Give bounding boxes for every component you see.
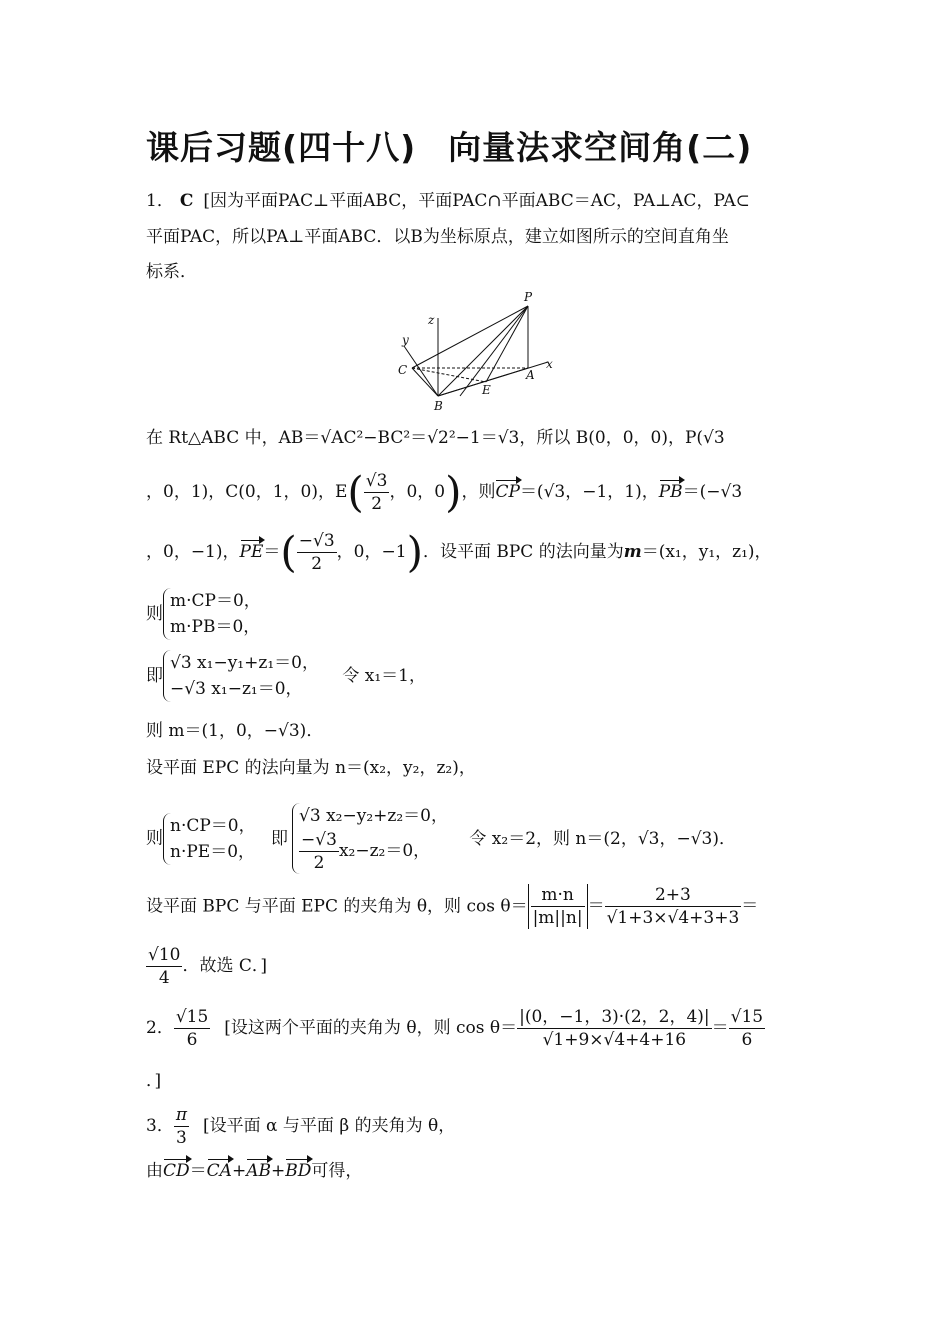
q3-line1 <box>146 1104 455 1149</box>
title-part1: 课后习题(四十八) <box>146 128 417 167</box>
sys4-row1: √3 x₂−y₂+z₂＝0， <box>299 806 448 826</box>
calc-1b: √AC²−BC²＝√2²−1＝√3，所以 B(0，0，0)，P(√3 <box>320 428 725 448</box>
q3-number: 3． <box>146 1116 174 1136</box>
vector-ab: AB <box>246 1158 271 1184</box>
e-fraction: $\frac{√3}{2}$ <box>365 471 388 514</box>
sys2-row2: −√3 x₁−z₁＝0， <box>170 679 303 699</box>
q3-text: [设平面 α 与平面 β 的夹角为 θ， <box>203 1116 456 1136</box>
calc-3d: ＝(x₁，y₁，z₁)， <box>641 542 772 562</box>
plane-epc-normal: 设平面 EPC 的法向量为 n＝(x₂，y₂，z₂)， <box>146 758 476 778</box>
let-x1: 令 x₁＝1， <box>342 666 426 686</box>
q3-line2: 由CD＝CA+AB+BD可得， <box>146 1158 362 1184</box>
calc-2d: ＝(√3，−1，1)， <box>519 482 659 502</box>
q1-system-3 <box>146 803 736 874</box>
vector-pe: PE <box>240 539 264 565</box>
edge-b2p <box>460 306 528 396</box>
q1-calc-2: ，0，1)，C(0，1，0)，E( $\frac{√3}{2}$ ，0，0)，则CP＝(√3，−1，1)，PB＝(−√3 <box>146 467 743 517</box>
sys1-row1: m·CP＝0， <box>170 591 261 611</box>
q1-text-2: 平面PAC，所以PA⊥平面ABC．以B为坐标原点，建立如图所示的空间直角坐 <box>146 227 729 247</box>
q1-text-1: [因为平面PAC⊥平面ABC，平面PAC∩平面ABC＝AC，PA⊥AC，PA⊂ <box>203 191 750 211</box>
q3-you: 由 <box>146 1161 163 1181</box>
q2-frac-num: |(0，−1，3)·(2，2，4)| <box>519 1007 710 1027</box>
y-axis <box>404 346 438 396</box>
label-a: A <box>526 368 535 382</box>
q1-result-den: 4 <box>158 968 170 988</box>
q1-calc-1 <box>146 425 725 451</box>
q1-end-line <box>146 944 267 989</box>
q1-answer: C <box>179 191 194 211</box>
calc-2e: ＝(−√3 <box>682 482 743 502</box>
q2-result-num: √15 <box>730 1007 764 1027</box>
sys4-frac-den: 2 <box>313 853 325 873</box>
title-part2: 向量法求空间角(二) <box>448 128 753 167</box>
ze-2: 则 <box>146 828 163 849</box>
n-result: 令 x₂＝2，则 n＝(2，√3，−√3)． <box>469 828 736 849</box>
q2-text: [设这两个平面的夹角为 θ，则 cos θ＝ <box>224 1018 518 1038</box>
q3-answer-num: π <box>175 1105 188 1125</box>
vector-cd: CD <box>163 1158 190 1184</box>
label-c: C <box>398 363 408 377</box>
ji-1: 即 <box>146 666 163 686</box>
page-title <box>146 122 752 169</box>
vector-m: m <box>623 542 642 562</box>
q1-cos-line: 设平面 BPC 与平面 EPC 的夹角为 θ，则 cos θ＝ $\frac{m\cdot n}{|m||n|}$ ＝ $\frac{2+3}{√1+3\times√4+3+3}$ ＝ <box>146 885 759 928</box>
label-e: E <box>482 383 491 397</box>
calc-3a: ，0，−1)， <box>146 542 240 562</box>
q2-line: 2． $\frac{√15}{6}$ [设这两个平面的夹角为 θ，则 cos θ＝ $\frac{|(0,-1,3)\cdot(2,2,4)|}{√1+9\times√4+4+16}$ ＝ $\frac{√15}{6}$ <box>146 1007 764 1050</box>
label-z: z <box>428 313 435 327</box>
calc-3b: ，0，−1 <box>336 542 407 562</box>
cos-num: m·n <box>531 884 585 907</box>
calc-2c: ，则 <box>461 482 496 502</box>
cos-den2: √1+3×√4+3+3 <box>606 908 740 928</box>
vector-ca: CA <box>207 1158 232 1184</box>
sys4-frac-num: −√3 <box>301 830 337 850</box>
q3-answer-den: 3 <box>176 1128 187 1148</box>
q3-kede: 可得， <box>311 1161 363 1181</box>
q1-result-num: √10 <box>148 945 181 965</box>
vector-pb: PB <box>659 479 683 505</box>
cos-den: |m||n| <box>532 908 583 928</box>
calc-3c: ．设平面 BPC 的法向量为 <box>422 542 624 562</box>
q2-result-den: 6 <box>741 1030 753 1050</box>
q2-frac-den: √1+9×√4+4+16 <box>542 1030 687 1050</box>
q1-number: 1． <box>146 191 174 211</box>
cos-text: 设平面 BPC 与平面 EPC 的夹角为 θ，则 cos θ＝ <box>146 896 528 917</box>
q1-calc-3: ，0，−1)，PE＝( $\frac{-√3}{2}$ ，0，−1)．设平面 BPC 的法向量为m＝(x₁，y₁，z₁)， <box>146 527 772 577</box>
q2-answer-num: √15 <box>175 1007 209 1027</box>
pe-fraction: $\frac{-√3}{2}$ <box>298 531 335 574</box>
calc-2b: ，0，0 <box>389 482 446 502</box>
vector-cp: CP <box>495 479 519 505</box>
label-y: y <box>402 333 409 347</box>
sys1-row2: m·PB＝0， <box>170 617 261 637</box>
q2-answer-den: 6 <box>186 1030 198 1050</box>
q1-system-1 <box>146 588 261 640</box>
q1-text-3: 标系． <box>146 262 197 282</box>
cos-num2: 2+3 <box>605 884 742 907</box>
q1-system-2 <box>146 650 426 702</box>
sys4-row2: x₂−z₂＝0， <box>338 841 431 861</box>
q2-end: ．] <box>146 1071 162 1091</box>
sys3-row1: n·CP＝0， <box>170 815 256 836</box>
label-p: P <box>524 290 533 304</box>
q1-end: ．故选 C．] <box>182 956 268 976</box>
q2-number: 2． <box>146 1018 174 1038</box>
sys3-row2: n·PE＝0， <box>170 841 256 862</box>
coordinate-figure <box>390 288 560 414</box>
ji-2: 即 <box>271 828 289 849</box>
calc-2a: ，0，1)，C(0，1，0)，E <box>146 482 348 502</box>
label-x: x <box>546 357 553 371</box>
q1-line1 <box>146 188 750 214</box>
sys2-row1: √3 x₁−y₁+z₁＝0， <box>170 653 319 673</box>
label-b: B <box>434 399 443 413</box>
m-result: 则 m＝(1，0，−√3)． <box>146 721 324 741</box>
calc-1a: 在 Rt△ABC 中，AB＝ <box>146 428 321 448</box>
vector-bd: BD <box>285 1158 311 1184</box>
ze-1: 则 <box>146 604 163 624</box>
